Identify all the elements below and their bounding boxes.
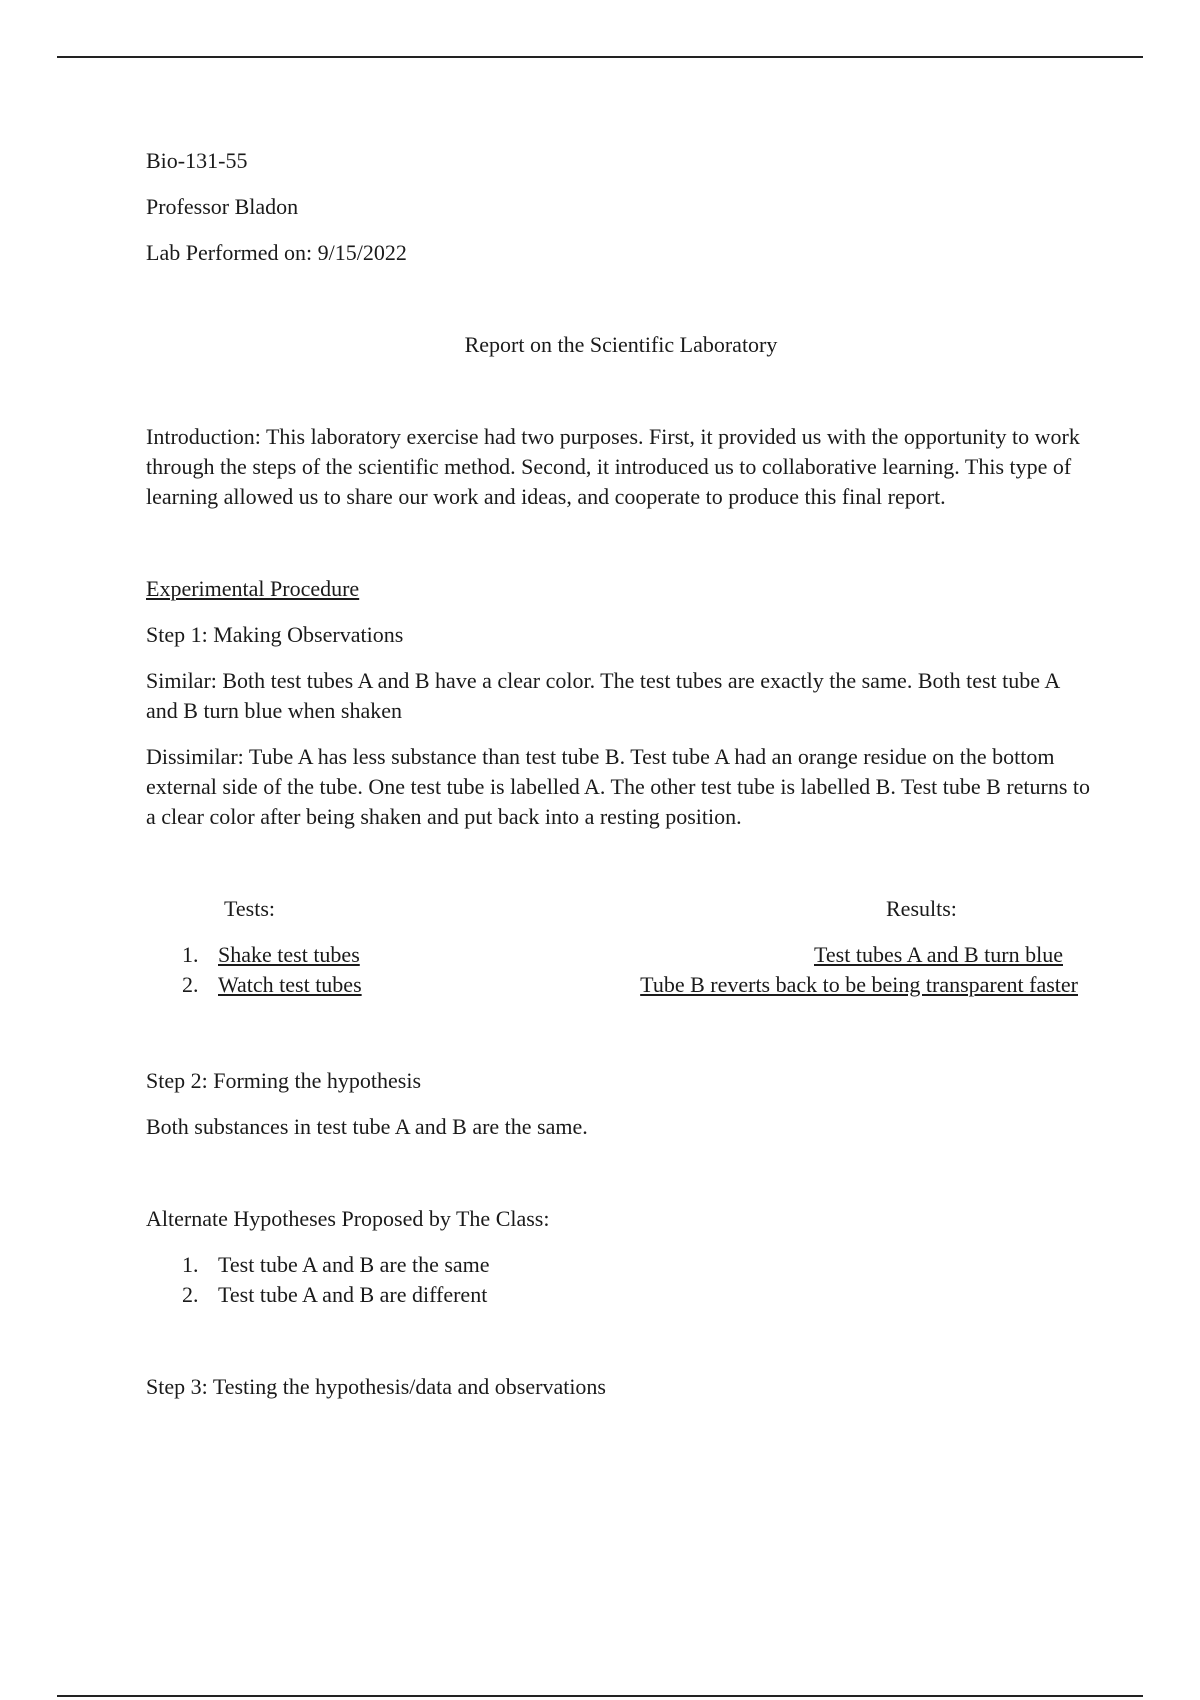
tests-results-table	[146, 894, 1096, 1004]
alternate-hypotheses-list	[146, 1250, 1096, 1310]
item-text: Test tube A and B are different	[218, 1282, 488, 1307]
step2-title: Step 2: Forming the hypothesis	[146, 1068, 421, 1093]
top-rule	[57, 56, 1143, 58]
step1-title: Step 1: Making Observations	[146, 622, 404, 647]
experimental-procedure-heading: Experimental Procedure	[146, 576, 360, 601]
result-cell: Test tubes A and B turn blue	[814, 942, 1063, 967]
tests-column-header: Tests:	[224, 896, 276, 921]
results-column-header: Results:	[886, 896, 957, 921]
course-code: Bio-131-55	[146, 148, 248, 173]
professor-name: Professor Bladon	[146, 194, 299, 219]
result-cell: Tube B reverts back to be being transparent faster	[640, 972, 1078, 997]
introduction-paragraph: Introduction: This laboratory exercise had two purposes. First, it provided us with the opportunity to work through the steps of the scientific method. Second, it introduced us to collaborative learning. This type of learning allowed us to share our work and ideas, and cooperate to produce this final report.	[146, 424, 1080, 509]
report-title: Report on the Scientific Laboratory	[464, 332, 778, 357]
alternate-hypotheses-title: Alternate Hypotheses Proposed by The Class:	[146, 1206, 550, 1231]
row-number: 1.	[182, 942, 199, 967]
dissimilar-paragraph: Dissimilar: Tube A has less substance than test tube B. Test tube A had an orange residue on the bottom external side of the tube. One test tube is labelled A. The other test tube is labelled B. Test tube B returns to a clear color after being shaken and put back into a resting position.	[146, 744, 1091, 829]
item-number: 2.	[182, 1282, 199, 1307]
item-number: 1.	[182, 1252, 199, 1277]
item-text: Test tube A and B are the same	[218, 1252, 490, 1277]
step3-title: Step 3: Testing the hypothesis/data and observations	[146, 1374, 606, 1399]
hypothesis-text: Both substances in test tube A and B are the same.	[146, 1114, 588, 1139]
row-number: 2.	[182, 972, 199, 997]
report-body	[146, 146, 1096, 1402]
table-row	[146, 970, 1078, 1000]
list-item	[146, 1250, 1096, 1280]
lab-date: Lab Performed on: 9/15/2022	[146, 240, 407, 265]
test-cell: Watch test tubes	[218, 972, 362, 997]
similar-paragraph: Similar: Both test tubes A and B have a clear color. The test tubes are exactly the same. Both test tube A and B turn blue when shaken	[146, 668, 1059, 723]
table-row	[146, 940, 1078, 970]
bottom-rule	[57, 1695, 1143, 1697]
list-item	[146, 1280, 1096, 1310]
test-cell: Shake test tubes	[218, 942, 360, 967]
